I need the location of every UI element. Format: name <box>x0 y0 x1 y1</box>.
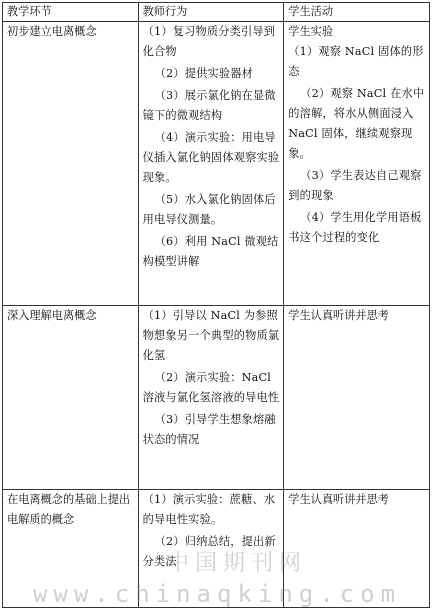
student-lead: 学生认真听讲并思考 <box>288 493 389 506</box>
student-item: （3）学生表达自己观察到的现象 <box>288 169 422 202</box>
table-row <box>3 22 430 306</box>
lesson-table <box>2 2 430 608</box>
teacher-item: （3）引导学生想象熔融状态的情况 <box>142 413 276 446</box>
teacher-cell <box>138 22 284 306</box>
teacher-item: （6）利用 NaCl 微观结构模型讲解 <box>142 235 279 268</box>
stage-cell: 在电离概念的基础上提出电解质的概念 <box>3 490 139 608</box>
student-cell <box>284 22 430 306</box>
student-cell <box>284 490 430 608</box>
watermark-url: www.chinaqking.com <box>32 580 402 608</box>
teacher-item: （2）演示实验：NaCl 溶液与氯化氢溶液的导电性 <box>142 371 280 404</box>
teacher-item: （1）引导以 NaCl 为参照物想象另一个典型的物质氯化氢 <box>142 309 280 362</box>
student-item: （4）学生用化学用语板书这个过程的变化 <box>288 211 422 244</box>
teacher-item: （1）演示实验：蔗糖、水的导电性实验。 <box>142 493 276 526</box>
teacher-item: （1）复习物质分类引导到化合物 <box>142 25 276 58</box>
header-stage: 教学环节 <box>3 3 139 22</box>
header-student: 学生活动 <box>284 3 430 22</box>
teacher-item: （5）水入氯化钠固体后用电导仪测量。 <box>142 193 276 226</box>
watermark-title: 中国期刊网 <box>166 551 307 576</box>
header-row <box>3 3 430 22</box>
teacher-cell <box>138 306 284 490</box>
student-lead: 学生实验 <box>288 25 334 38</box>
teacher-item: （2）提供实验器材 <box>154 67 254 80</box>
teacher-item: （2）归纳总结，提出新分类法 <box>142 535 276 568</box>
stage-cell: 深入理解电离概念 <box>3 306 139 490</box>
teacher-cell <box>138 490 284 608</box>
table-row <box>3 306 430 490</box>
stage-cell: 初步建立电离概念 <box>3 22 139 306</box>
teacher-item: （4）演示实验：用电导仪插入氯化钠固体观察实验现象。 <box>142 131 280 184</box>
student-item: （2）观察 NaCl 在水中的溶解，将水从侧面浸入 NaCl 固体，继续观察现象。 <box>288 87 425 160</box>
student-item: （1）观察 NaCl 固体的形态 <box>288 45 424 78</box>
table-row <box>3 490 430 608</box>
student-cell <box>284 306 430 490</box>
student-lead: 学生认真听讲并思考 <box>288 309 389 322</box>
header-teacher: 教师行为 <box>138 3 284 22</box>
teacher-item: （3）展示氯化钠在显微镜下的微观结构 <box>142 89 276 122</box>
